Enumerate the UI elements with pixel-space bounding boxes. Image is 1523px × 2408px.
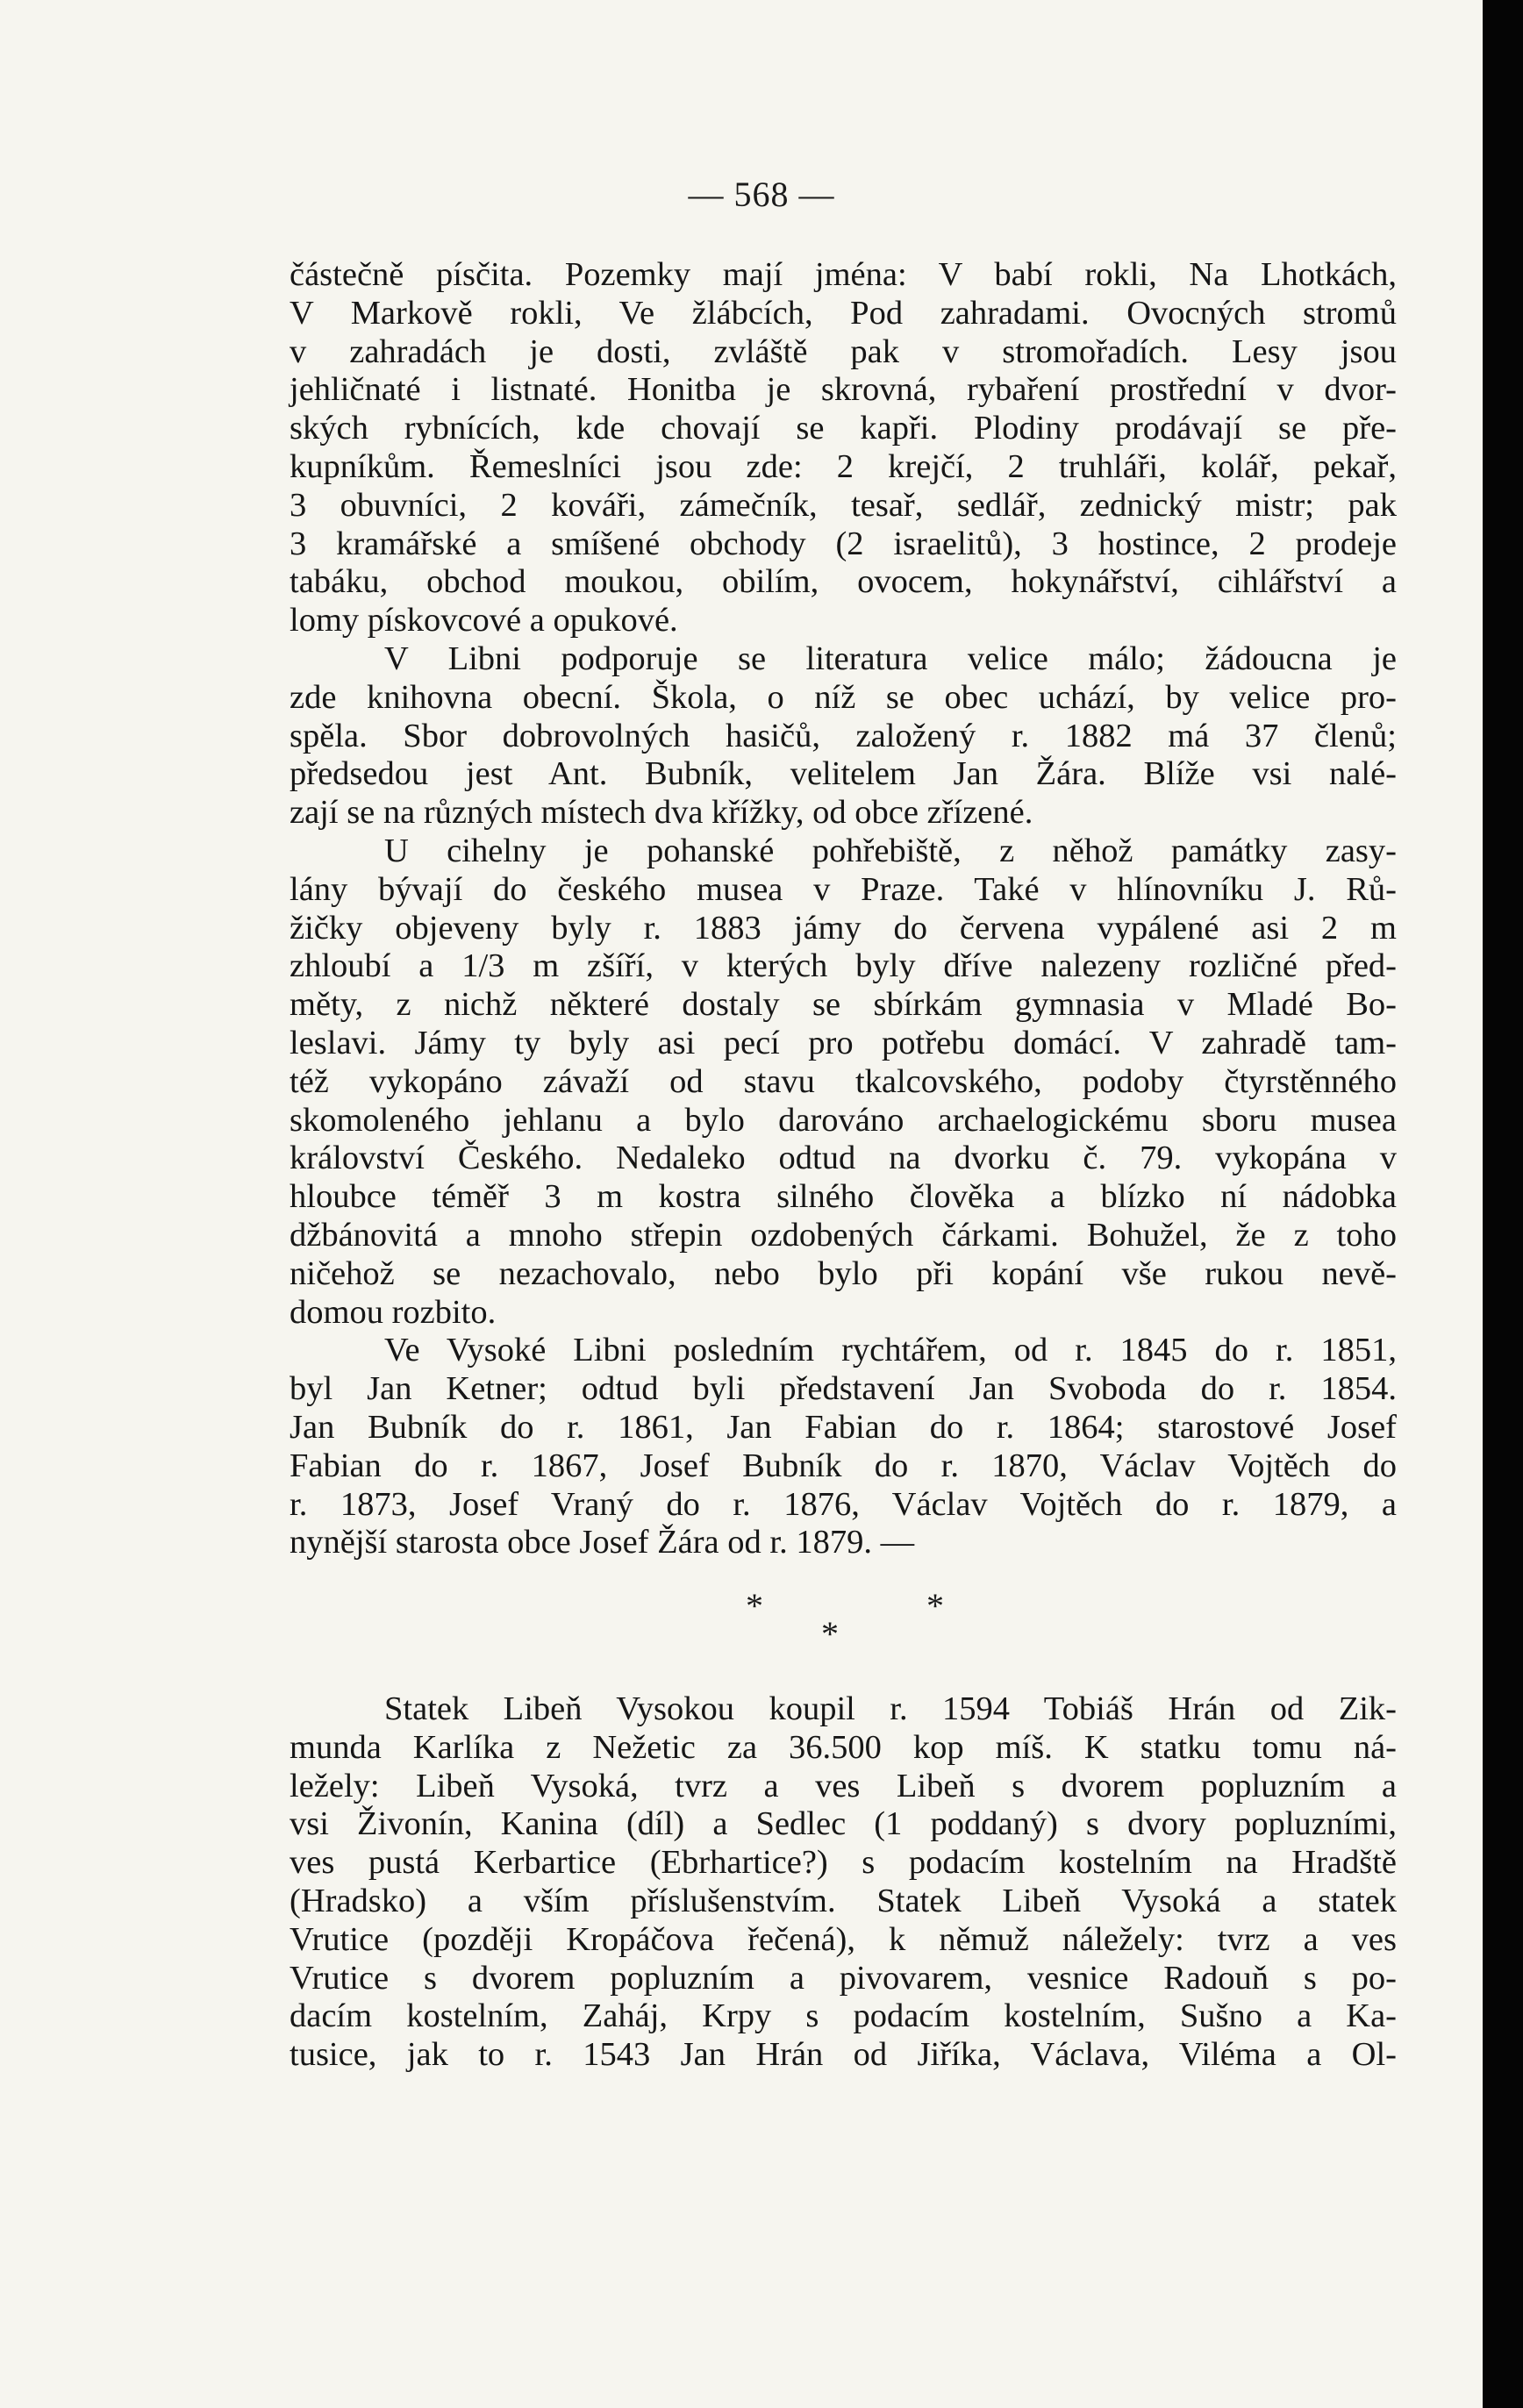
text-line: zde knihovna obecní. Škola, o níž se obec uchází, by velice pro- [290,678,1397,716]
text-line: částečně písčita. Pozemky mají jména: V babí rokli, Na Lhotkách, [290,256,1397,293]
paragraph-3 [290,832,1397,1332]
paragraph-2 [290,640,1397,832]
text-line: nynější starosta obce Josef Žára od r. 1879. — [290,1524,915,1561]
text-line: lány bývají do českého musea v Praze. Také v hlínovníku J. Rů- [290,870,1397,908]
text-line: ležely: Libeň Vysoká, tvrz a ves Libeň s dvorem popluzním a [290,1767,1397,1804]
text-line: ves pustá Kerbartice (Ebrhartice?) s podacím kostelním na Hradště [290,1844,1397,1882]
text-line: království Českého. Nedaleko odtud na dvorku č. 79. vykopána v [290,1140,1397,1177]
text-line: tabáku, obchod moukou, obilím, ovocem, hokynářství, cihlářství a [290,563,1397,601]
text-line: zají se na různých místech dva křížky, od obce zřízené. [290,794,1033,832]
text-line: vsi Živonín, Kanina (díl) a Sedlec (1 poddaný) s dvory popluzními, [290,1805,1397,1843]
text-line: munda Karlíka z Nežetic za 36.500 kop míš. K statku tomu ná- [290,1728,1397,1766]
text-line: zhloubí a 1/3 m zšíří, v kterých byly dříve nalezeny rozličné před- [290,947,1397,985]
text-line: U cihelny je pohanské pohřebiště, z něhož památky zasy- [384,832,1397,869]
asterisk: * [926,1586,944,1626]
text-line: lomy pískovcové a opukové. [290,602,678,640]
text-line: Ve Vysoké Libni posledním rychtářem, od r. 1845 do r. 1851, [384,1332,1397,1369]
text-line: spěla. Sbor dobrovolných hasičů, založený r. 1882 má 37 členů; [290,717,1397,754]
asterisk: * [746,1586,763,1626]
text-line: (Hradsko) a vším příslušenstvím. Statek Libeň Vysoká a statek [290,1883,1397,1920]
text-line: skomoleného jehlanu a bylo darováno archaelogickému sboru musea [290,1101,1397,1139]
paragraph-5 [290,1690,1397,2075]
text-line: předsedou jest Ant. Bubník, velitelem Jan Žára. Blíže vsi nalé- [290,755,1397,793]
text-line: ničehož se nezachovalo, nebo bylo při kopání vše rukou nevě- [290,1254,1397,1292]
text-line: domou rozbito. [290,1293,497,1331]
text-line: Jan Bubník do r. 1861, Jan Fabian do r. 1864; starostové Josef [290,1408,1397,1446]
text-line: 3 kramářské a smíšené obchody (2 israelitů), 3 hostince, 2 prodeje [290,525,1397,562]
text-line: r. 1873, Josef Vraný do r. 1876, Václav Vojtěch do r. 1879, a [290,1485,1397,1523]
text-line: v zahradách je dosti, zvláště pak v stromořadích. Lesy jsou [290,332,1397,370]
text-line: Statek Libeň Vysokou koupil r. 1594 Tobiáš Hrán od Zik- [384,1690,1397,1728]
text-line: Vrutice s dvorem popluzním a pivovarem, vesnice Radouň s po- [290,1959,1397,1997]
text-line: též vykopáno závaží od stavu tkalcovského, podoby čtyrstěnného [290,1062,1397,1100]
paragraph-1 [290,256,1397,640]
text-line: žičky objeveny byly r. 1883 jámy do červena vypálené asi 2 m [290,909,1397,947]
text-line: byl Jan Ketner; odtud byli představení Jan Svoboda do r. 1854. [290,1370,1397,1408]
text-line: ských rybnících, kde chovají se kapři. Plodiny prodávají se pře- [290,410,1397,447]
text-line: džbánovitá a mnoho střepin ozdobených čárkami. Bohužel, že z toho [290,1216,1397,1254]
text-line: 3 obuvníci, 2 kováři, zámečník, tesař, sedlář, zednický mistr; pak [290,486,1397,524]
page-number: — 568 — [688,175,835,214]
text-line: hloubce téměř 3 m kostra silného člověka a blízko ní nádobka [290,1178,1397,1216]
text-line: dacím kostelním, Zaháj, Krpy s podacím kostelním, Sušno a Ka- [290,1997,1397,2035]
text-line: Vrutice (později Kropáčova řečená), k němuž náležely: tvrz a ves [290,1920,1397,1958]
text-line: kupníkům. Řemeslníci jsou zde: 2 krejčí, 2 truhláři, kolář, pekař, [290,447,1397,485]
text-line: měty, z nichž některé dostaly se sbírkám gymnasia v Mladé Bo- [290,986,1397,1024]
text-line: V Libni podporuje se literatura velice málo; žádoucna je [384,640,1397,677]
scan-gutter [1483,0,1523,2408]
text-line: tusice, jak to r. 1543 Jan Hrán od Jiříka, Václava, Viléma a Ol- [290,2036,1397,2074]
text-line: Fabian do r. 1867, Josef Bubník do r. 1870, Václav Vojtěch do [290,1447,1397,1484]
text-line: leslavi. Jámy ty byly asi pecí pro potřebu domácí. V zahradě tam- [290,1024,1397,1061]
text-line: jehličnaté i listnaté. Honitba je skrovná, rybaření prostřední v dvor- [290,371,1397,409]
text-line: V Markově rokli, Ve žlábcích, Pod zahradami. Ovocných stromů [290,294,1397,332]
body-text [290,256,1397,2075]
paragraph-4 [290,1332,1397,1562]
asterisk: * [821,1614,839,1654]
section-separator [290,1587,1397,1661]
